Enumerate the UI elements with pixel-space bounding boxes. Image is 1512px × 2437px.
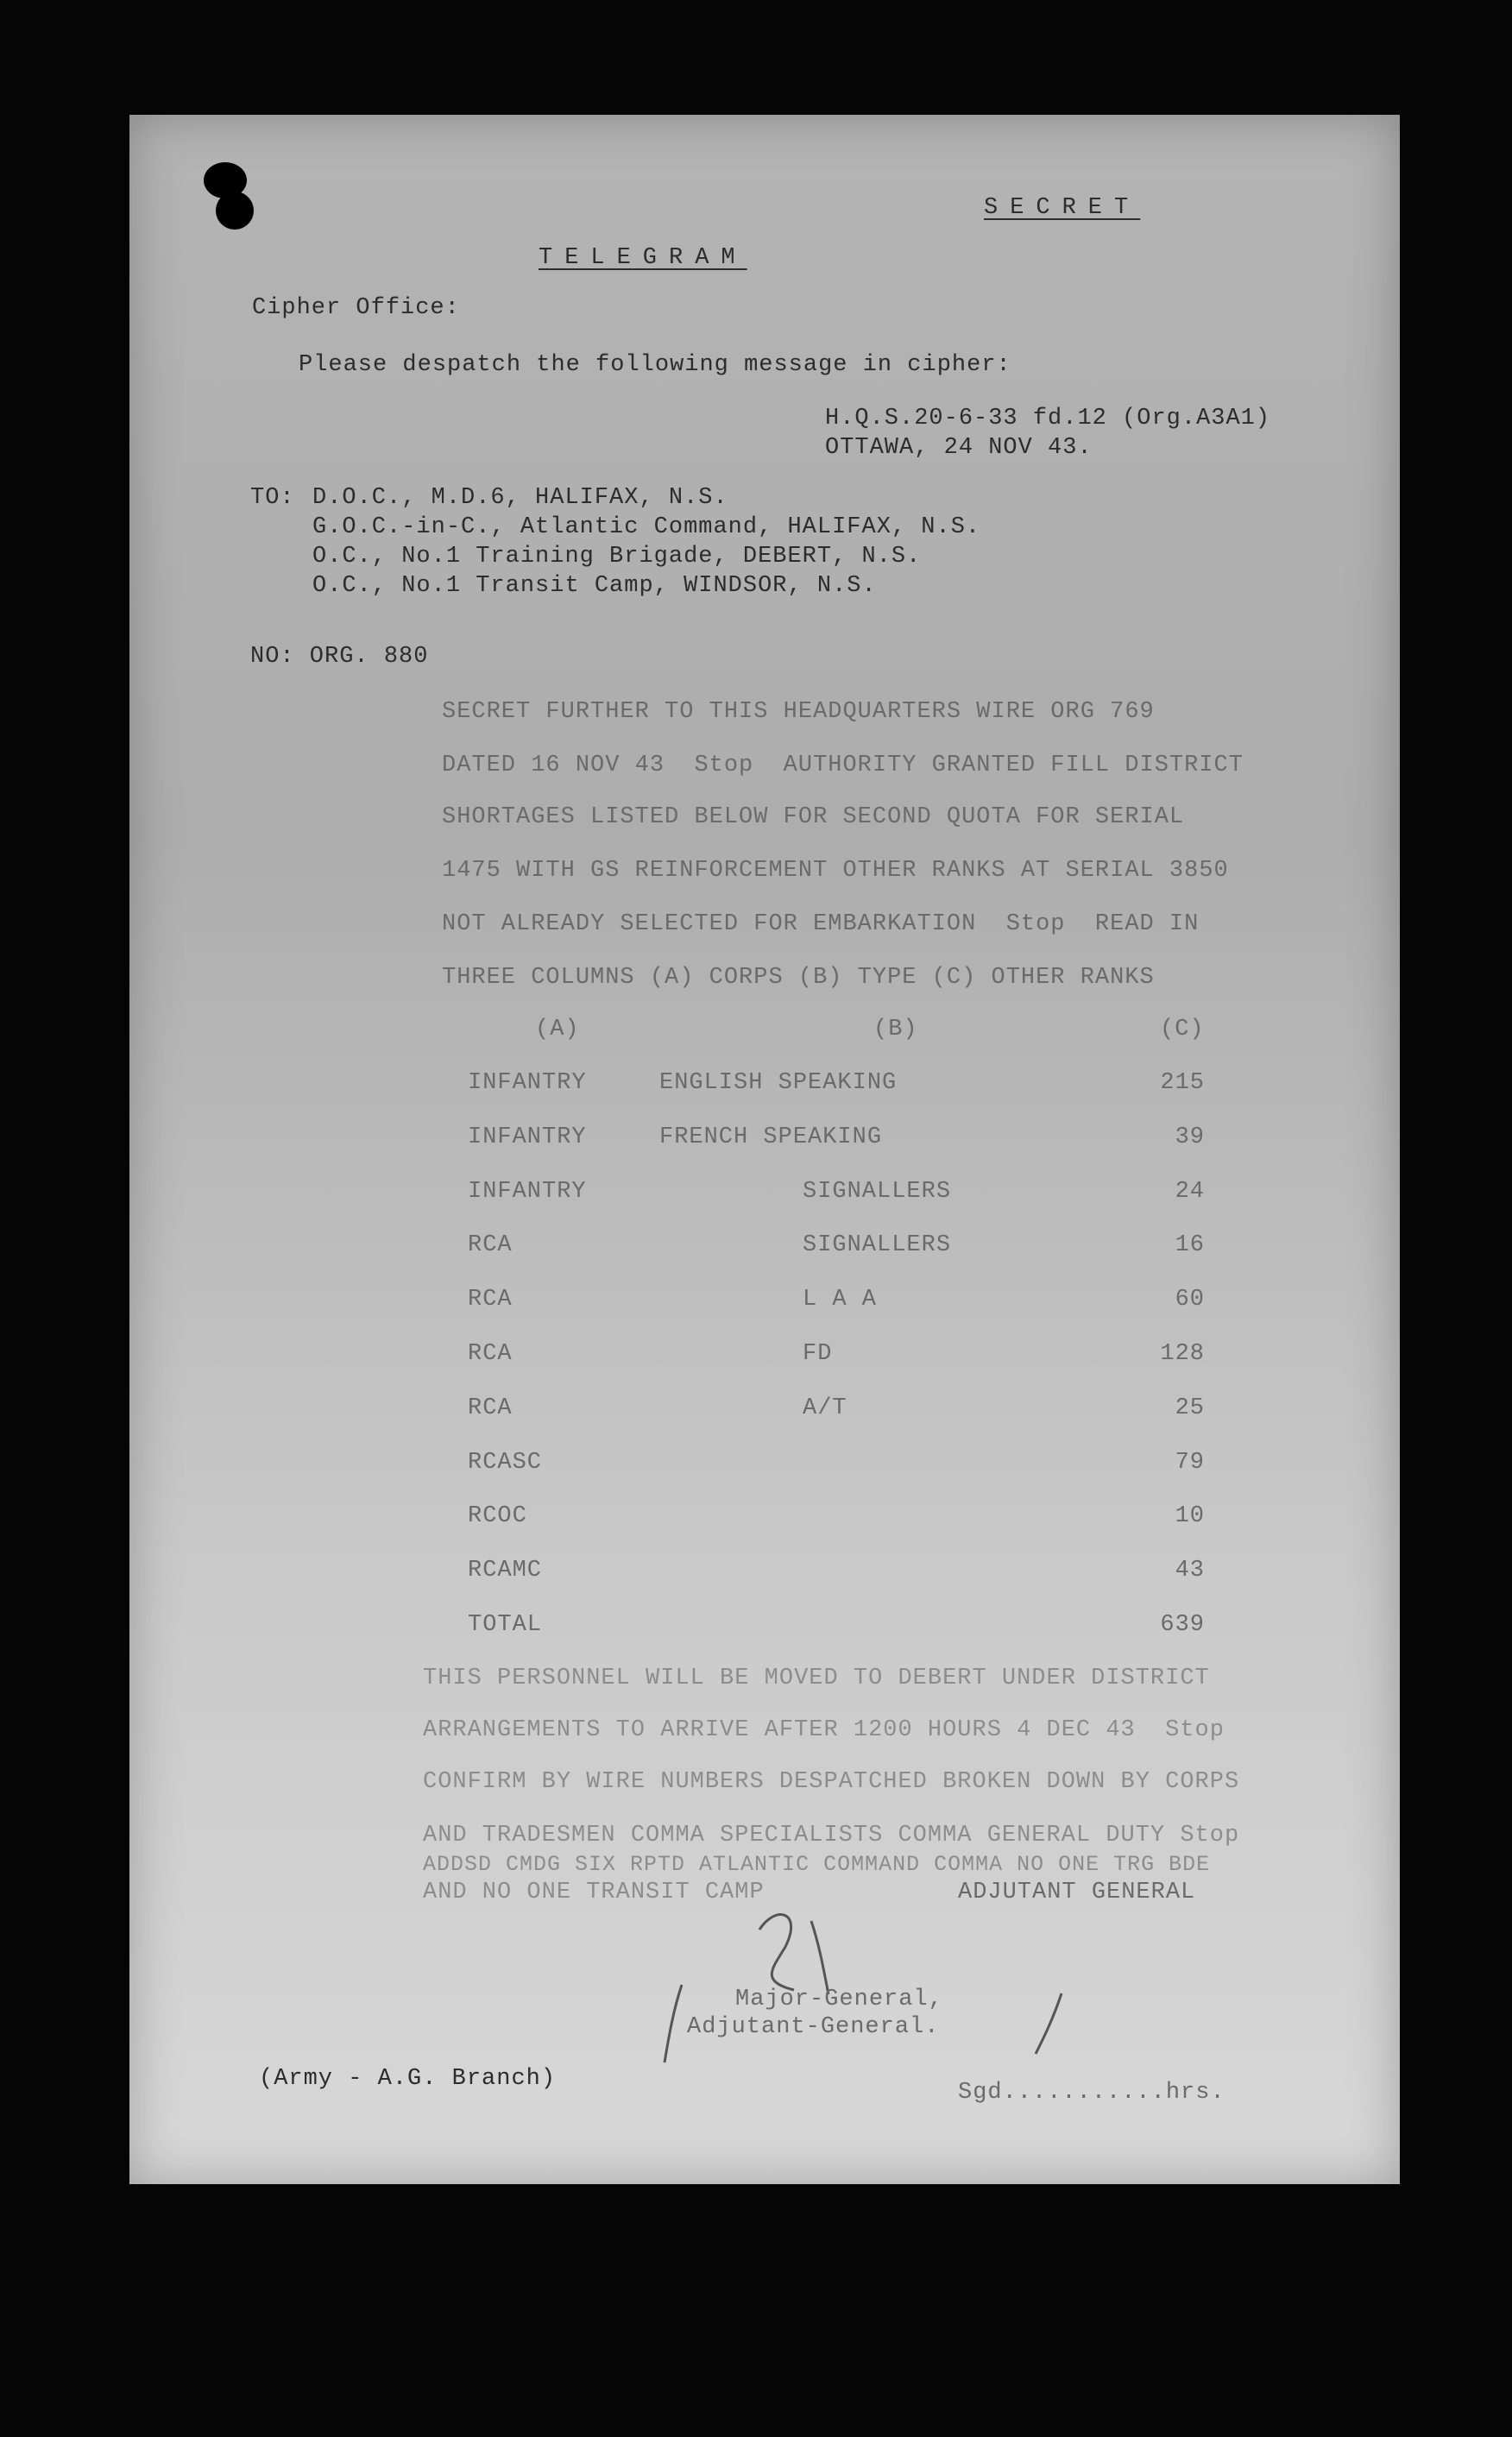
addressee-label: Cipher Office: <box>252 295 460 321</box>
body-line: NOT ALREADY SELECTED FOR EMBARKATION Stop READ IN <box>442 911 1200 937</box>
cell-corps: RCAMC <box>468 1558 543 1584</box>
body-line: THREE COLUMNS (A) CORPS (B) TYPE (C) OTHER RANKS <box>442 965 1155 991</box>
classification-label: SECRET <box>984 195 1141 221</box>
cell-type: SIGNALLERS <box>803 1232 952 1258</box>
cell-count: 215 <box>1160 1070 1205 1096</box>
cell-type: A/T <box>803 1395 847 1421</box>
cell-count: 43 <box>1175 1558 1205 1584</box>
closing-line: ADDSD CMDG SIX RPTD ATLANTIC COMMAND COMMA NO ONE TRG BDE <box>423 1852 1211 1877</box>
cell-type: L A A <box>803 1287 878 1313</box>
column-header-a: (A) <box>535 1017 580 1042</box>
recipient-line: D.O.C., M.D.6, HALIFAX, N.S. <box>312 485 728 511</box>
cell-corps: RCA <box>468 1341 513 1367</box>
cell-count: 639 <box>1160 1612 1205 1638</box>
cell-count: 39 <box>1175 1124 1205 1150</box>
file-reference: H.Q.S.20-6-33 fd.12 (Org.A3A1) <box>825 406 1271 431</box>
cell-corps: RCASC <box>468 1450 543 1476</box>
signatory-role: Adjutant-General. <box>687 2014 940 2040</box>
cell-type: ENGLISH SPEAKING <box>659 1070 898 1096</box>
cell-count: 128 <box>1160 1341 1205 1367</box>
recipient-line: G.O.C.-in-C., Atlantic Command, HALIFAX, N.S. <box>312 514 981 540</box>
cell-count: 24 <box>1175 1179 1205 1205</box>
cell-count: 10 <box>1175 1503 1205 1529</box>
cell-corps: RCA <box>468 1232 513 1258</box>
cell-corps: INFANTRY <box>468 1124 587 1150</box>
punch-hole-mark <box>216 192 254 230</box>
recipient-line: O.C., No.1 Training Brigade, DEBERT, N.S. <box>312 544 922 570</box>
cell-corps: RCA <box>468 1395 513 1421</box>
cell-type: FRENCH SPEAKING <box>659 1124 883 1150</box>
body-line: DATED 16 NOV 43 Stop AUTHORITY GRANTED FILL DISTRICT <box>442 753 1244 778</box>
body-line: SHORTAGES LISTED BELOW FOR SECOND QUOTA FOR SERIAL <box>442 804 1185 830</box>
body-line: 1475 WITH GS REINFORCEMENT OTHER RANKS AT SERIAL 3850 <box>442 858 1229 884</box>
cell-corps: INFANTRY <box>468 1070 587 1096</box>
recipient-line: O.C., No.1 Transit Camp, WINDSOR, N.S. <box>312 573 877 599</box>
cell-count: 25 <box>1175 1395 1205 1421</box>
cell-type: FD <box>803 1341 833 1367</box>
cell-corps: RCA <box>468 1287 513 1313</box>
message-number: NO: ORG. 880 <box>250 644 429 670</box>
to-label: TO: <box>250 485 295 511</box>
closing-line: CONFIRM BY WIRE NUMBERS DESPATCHED BROKEN DOWN BY CORPS <box>423 1769 1240 1795</box>
cell-count: 60 <box>1175 1287 1205 1313</box>
sender-name: ADJUTANT GENERAL <box>958 1880 1196 1905</box>
closing-line: AND NO ONE TRANSIT CAMP <box>423 1880 765 1905</box>
cell-count: 16 <box>1175 1232 1205 1258</box>
cell-type: SIGNALLERS <box>803 1179 952 1205</box>
cell-corps: RCOC <box>468 1503 527 1529</box>
closing-line: ARRANGEMENTS TO ARRIVE AFTER 1200 HOURS 4 DEC 43 Stop <box>423 1717 1225 1743</box>
document-title: TELEGRAM <box>539 245 747 271</box>
branch-label: (Army - A.G. Branch) <box>259 2066 557 2092</box>
closing-line: AND TRADESMEN COMMA SPECIALISTS COMMA GENERAL DUTY Stop <box>423 1823 1240 1848</box>
cell-corps: TOTAL <box>468 1612 543 1638</box>
column-header-c: (C) <box>1160 1017 1205 1042</box>
sgd-field: Sgd...........hrs. <box>958 2080 1225 2106</box>
column-header-b: (B) <box>873 1017 918 1042</box>
body-line: SECRET FURTHER TO THIS HEADQUARTERS WIRE ORG 769 <box>442 699 1155 725</box>
place-date: OTTAWA, 24 NOV 43. <box>825 435 1093 461</box>
cell-corps: INFANTRY <box>468 1179 587 1205</box>
signatory-rank: Major-General, <box>735 1987 943 2012</box>
closing-line: THIS PERSONNEL WILL BE MOVED TO DEBERT UNDER DISTRICT <box>423 1666 1210 1691</box>
cell-count: 79 <box>1175 1450 1205 1476</box>
instruction-line: Please despatch the following message in cipher: <box>299 352 1011 378</box>
